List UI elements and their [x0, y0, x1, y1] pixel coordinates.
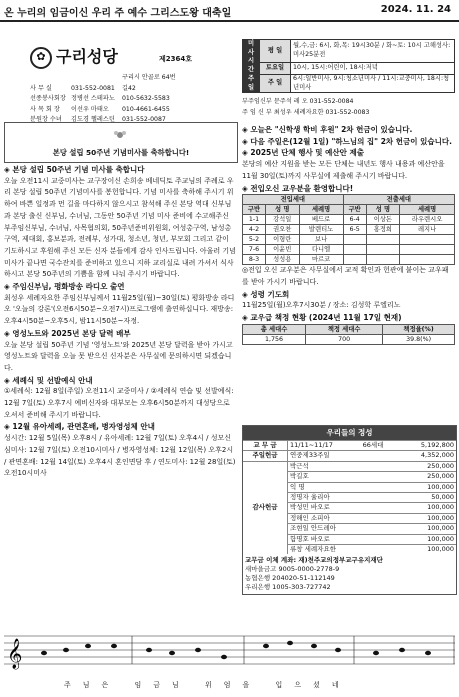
- tithe-status-table: 총 세대수 책정 세대수 책정율(%) 1,756 700 39.8(%): [242, 324, 455, 345]
- table-row: 주일헌금 연중제33주일 4,352,000: [243, 451, 456, 461]
- staff-row: 분원장 수녀 김도경 헬레스틴 031-552-0087: [30, 116, 166, 124]
- right-column: [242, 124, 455, 345]
- treble-clef-icon: 𝄞: [7, 639, 23, 669]
- clergy-list: [242, 97, 369, 118]
- schedule-category: 주 일: [243, 75, 260, 93]
- issue-number: 제2364호: [159, 55, 193, 63]
- table-row: 정해인 소피아 100,000: [243, 513, 456, 523]
- bulletin-date: 2024. 11. 24: [380, 4, 451, 15]
- flower-icon: [113, 129, 127, 141]
- section-body: 오늘 오전11시 교중미사는 교구장이신 손희송 베네딕토 주교님의 주례로 우리 본당 설립 50주년 기념미사를 봉헌합니다. 기념 미사를 축하해 주시기 위하여 바쁜 일정과 먼 길을 마다하지 않으시고 참석해 주신 본당 역대 신부님과 본당 출신 신부님, 수녀님, 그동안 50주년 기념 미사 준비에 수고해주신 부주임신부님, 수녀님, 사목협의회, 50주년준비위원회, 여성총구역, 남성총구역, 제대회, 홍보분과, 전례부, 성가대, 청소년, 청년, 부모회 그리고 같이 기도하시고 후원해 주신 모든 신자 분들에게 감사 인사드립니다. 아울러 기념미사가 끝나면 국수잔치를 준비하고 있으니 지하 교리실로 내려 가셔서 식사하시고 본당 50주년의 기쁨을 함께 나눠 주시기 바랍니다.: [4, 176, 236, 279]
- table-row: 교 무 금 11/11~11/17 66세대 5,192,800: [243, 441, 456, 451]
- music-staff: [4, 626, 455, 694]
- section-title: ◈ 오늘은 "신학생 학비 후원" 2차 헌금이 있습니다.: [242, 125, 413, 134]
- section-body: 최성우 세례자요한 주임신부님께서 11월25일(월)~30일(토) 평화방송 라디오 '오늘의 강론'(오전6시50분~오전7시)프로그램에 출연하십니다. 재방송:오후4시50분~오후5시, 밤11시50분~자정.: [4, 293, 235, 326]
- table-row: 8-3 성성용 마르코: [243, 255, 455, 265]
- table-row: 류창 세례자요한 100,000: [243, 545, 456, 555]
- section-body: 11월25일(월)오후7시30분 / 장소: 김성학 루엘리노: [242, 301, 401, 310]
- newcomer-table: 전입세대 전출세대 구반 성 명 세례명 구반 성 명 세례명 1-1 강석일 베드로 6-4 이상돈 라우렌시오 4-2 권오찬 발렌티노 6-5 홍정희 레지나 5-2 이형란 보나 7-6 이윤빈 다니엘 8-3 성성용 마르코: [242, 194, 455, 265]
- staff-list: [30, 73, 181, 126]
- table-row: 정명자 율리아 50,000: [243, 493, 456, 503]
- section-body: 성시간: 12월 5일(목) 오후8시 / 유아세례: 12월 7일(토) 오후4시 / 성모신심미사: 12월 7일(토) 오전10시미사 / 병자영성체: 12월 12일(목) 오후2시 / 관면혼배: 12월 14일(토) 오후4시 혼인면담 후 / 연도미사: 12월 28일(토) 오전10시미사: [4, 434, 236, 478]
- table-row: 감사헌금 박근석 250,000: [243, 461, 456, 471]
- table-row: 7-6 이윤빈 다니엘: [243, 245, 455, 255]
- table-row: 4-2 권오찬 발렌티노 6-5 홍정희 레지나: [243, 225, 455, 235]
- section-title: ◈ 영성노트와 2025년 본당 달력 배부: [4, 328, 131, 338]
- table-row: 5-2 이형란 보나: [243, 235, 455, 245]
- section-title: ◈ 12월 유아세례, 관면혼배, 병자영성체 안내: [4, 422, 155, 432]
- section-title: ◈ 2025년 단체 행사 및 예산안 제출: [242, 148, 365, 158]
- top-bar: [0, 0, 459, 22]
- table-row: 박길호 250,000: [243, 472, 456, 482]
- staff-row: 사 무 실 031-552-0081구리시 안골로 64번길42: [30, 74, 176, 92]
- staff-notation: [4, 626, 455, 676]
- staff-row: 사 목 회 장 이선우 마태오 010-4661-6455: [30, 105, 170, 113]
- section-body: ①세례식: 12월 8일(주일) 오전11시 교중미사 / ②세례식 연습 및 선발예식: 12월 7일(토) 오후7시 예비신자와 대부모는 오후6시50분까지 대성당으로 오셔서 준비해 주시기 바랍니다.: [4, 387, 234, 419]
- feast-title: 온 누리의 임금이신 우리 주 예수 그리스도왕 대축일: [4, 8, 232, 19]
- section-body: 본당의 예산 지원을 받는 모든 단체는 내년도 행사 내용과 예산안을 11월 30일(토)까지 사무실에 제출해 주시기 바랍니다.: [242, 160, 445, 180]
- church-emblem-icon: ✿: [30, 47, 52, 69]
- section-body: 오늘 본당 설립 50주년 기념 '영성노트'와 2025년 본당 달력을 받아 가시고 영성노트와 달력을 오늘 못 받으신 신자분은 사무실에 문의하시면 되겠습니다.: [4, 340, 233, 372]
- church-logo: [30, 44, 118, 69]
- section-title: ◈ 세례식 및 선발예식 안내: [4, 375, 93, 385]
- banner-title: 본당 설립 50주년 기념미사를 축하합니다!: [52, 148, 190, 157]
- schedule-category: 미사시간: [243, 40, 260, 75]
- section-title: ◈ 성령 기도회: [242, 289, 290, 299]
- newcomer-note: ◎전입 오신 교우분은 사무실에서 교적 확인과 헌관에 붙이는 교우패를 받아 가시기 바랍니다.: [242, 266, 449, 286]
- left-column: [4, 164, 236, 480]
- lyric-line: 주님은 임금님 위엄을 입으셨네: [64, 681, 351, 689]
- section-title: ◈ 전입오신 교우분을 환영합니다!: [242, 183, 354, 193]
- table-row: 1-1 강석일 베드로 6-4 이상돈 라우렌시오: [243, 215, 455, 225]
- account-info: 교무금 이체 계좌: 재)천주교의정부교구유지재단 새마을금고 9005-0000-2778-9 농협은행 204020-51-112149 우리은행 1005-303-727742: [245, 556, 383, 592]
- offering-table: [243, 440, 456, 554]
- staff-row: 선종봉사회장 정병선 스테파노 010-5632-5583: [30, 95, 170, 103]
- church-name: 구리성당: [56, 47, 118, 66]
- clergy-row: 주 임 신 부 최성우 세례자요한 031-552-0083: [242, 108, 370, 116]
- table-row: 1,756 700 39.8(%): [243, 334, 455, 344]
- table-row: 조현일 안드레아 100,000: [243, 524, 456, 534]
- section-title: ◈ 본당 설립 50주년 기념 미사를 축합니다: [4, 165, 145, 174]
- mass-schedule-table: 미사시간 평 일 월,수,금: 6시, 화,목: 19시30분 / 화~토: 10시 고해성사:미사25분전 토요일 10시, 15시:어린이, 18시:저녁 주 일 주 일 6시:일반미사, 9시:청소년미사 / 11시:교중미사, 18시:청년미사: [242, 39, 455, 93]
- offering-title: 우리들의 정성: [243, 426, 456, 440]
- section-title: ◈ 주임신부님, 평화방송 라디오 출연: [4, 282, 125, 292]
- section-title: ◈ 다음 주일은(12월 1일) "하느님의 집" 2차 헌금이 있습니다.: [242, 136, 452, 146]
- section-title: ◈ 교우급 책정 현황 (2024년 11월 17일 현재): [242, 313, 402, 323]
- clergy-row: 부주임신부 문주석 레 오 031-552-0084: [242, 98, 354, 105]
- offering-box: [242, 425, 457, 595]
- table-row: 함명호 바오로 100,000: [243, 534, 456, 544]
- table-row: 박성민 바오로 100,000: [243, 503, 456, 513]
- table-row: 익 명 100,000: [243, 482, 456, 492]
- anniversary-banner: [4, 122, 238, 163]
